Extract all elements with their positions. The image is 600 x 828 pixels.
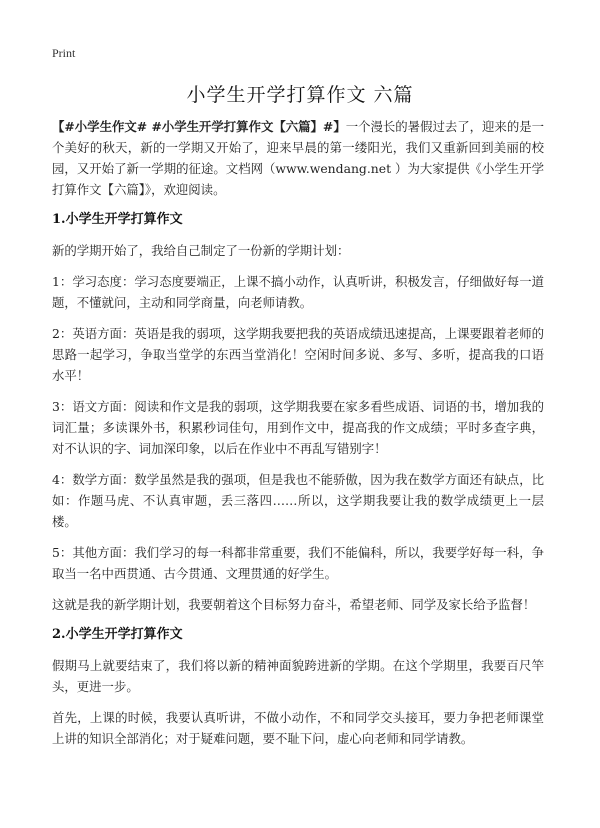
section-1-paragraph-6: 5：其他方面：我们学习的每一科都非常重要，我们不能偏科，所以，我要学好每一科，争取当一名中西贯通、古今贯通、文理贯通的好学生。 [52, 545, 544, 581]
intro-tag: 【#小学生作文# #小学生开学打算作文【六篇】#】 [52, 119, 346, 134]
intro-paragraph [52, 116, 544, 200]
section-1-paragraph-7: 这就是我的新学期计划，我要朝着这个目标努力奋斗，希望老师、同学及家长给予监督！ [52, 597, 536, 612]
section-1-paragraph-5: 4：数学方面：数学虽然是我的强项，但是我也不能骄傲，因为我在数学方面还有缺点，比如：作题马虎、不认真审题，丢三落四……所以，这学期我要让我的数学成绩更上一层楼。 [52, 472, 544, 529]
page-title: 小学生开学打算作文 六篇 [186, 84, 414, 106]
intro-text: 一个漫长的暑假过去了，迎来的是一个美好的秋天，新的一学期又开始了，迎来早晨的第一缕阳光，我们又重新回到美丽的校园，又开始了新一学期的征途。文档网（www.wendang.net ）为大家提供《小学生开学打算作文【六篇】》，欢迎阅读。 [52, 119, 545, 197]
section-2-paragraph-1: 假期马上就要结束了，我们将以新的精神面貌跨进新的学期。在这个学期里，我要百尺竿头，更进一步。 [52, 658, 544, 694]
section-2-heading: 2.小学生开学打算作文 [52, 627, 183, 642]
section-1-heading: 1.小学生开学打算作文 [52, 212, 183, 227]
section-1-paragraph-3: 2：英语方面：英语是我的弱项，这学期我要把我的英语成绩迅速提高，上课要跟着老师的思路一起学习，争取当堂学的东西当堂消化！空闲时间多说、多写、多听，提高我的口语水平！ [52, 326, 544, 383]
section-1-paragraph-2: 1：学习态度：学习态度要端正，上课不搞小动作，认真听讲，积极发言，仔细做好每一道题，不懂就问，主动和同学商量，向老师请教。 [52, 274, 544, 310]
article-body [52, 116, 544, 759]
print-label[interactable]: Print [52, 46, 76, 60]
section-1-paragraph-4: 3：语文方面：阅读和作文是我的弱项，这学期我要在家多看些成语、词语的书，增加我的词汇量；多读课外书，积累秒词佳句，用到作文中，提高我的作文成绩；平时多查字典，对不认识的字、词加深印象，以后在作业中不再乱写错别字！ [52, 399, 544, 456]
section-1-paragraph-1: 新的学期开始了，我给自己制定了一份新的学期计划： [52, 243, 350, 258]
section-2-paragraph-2: 首先，上课的时候，我要认真听讲，不做小动作，不和同学交头接耳，要力争把老师课堂上讲的知识全部消化；对于疑难问题，要不耻下问，虚心向老师和同学请教。 [52, 710, 544, 746]
